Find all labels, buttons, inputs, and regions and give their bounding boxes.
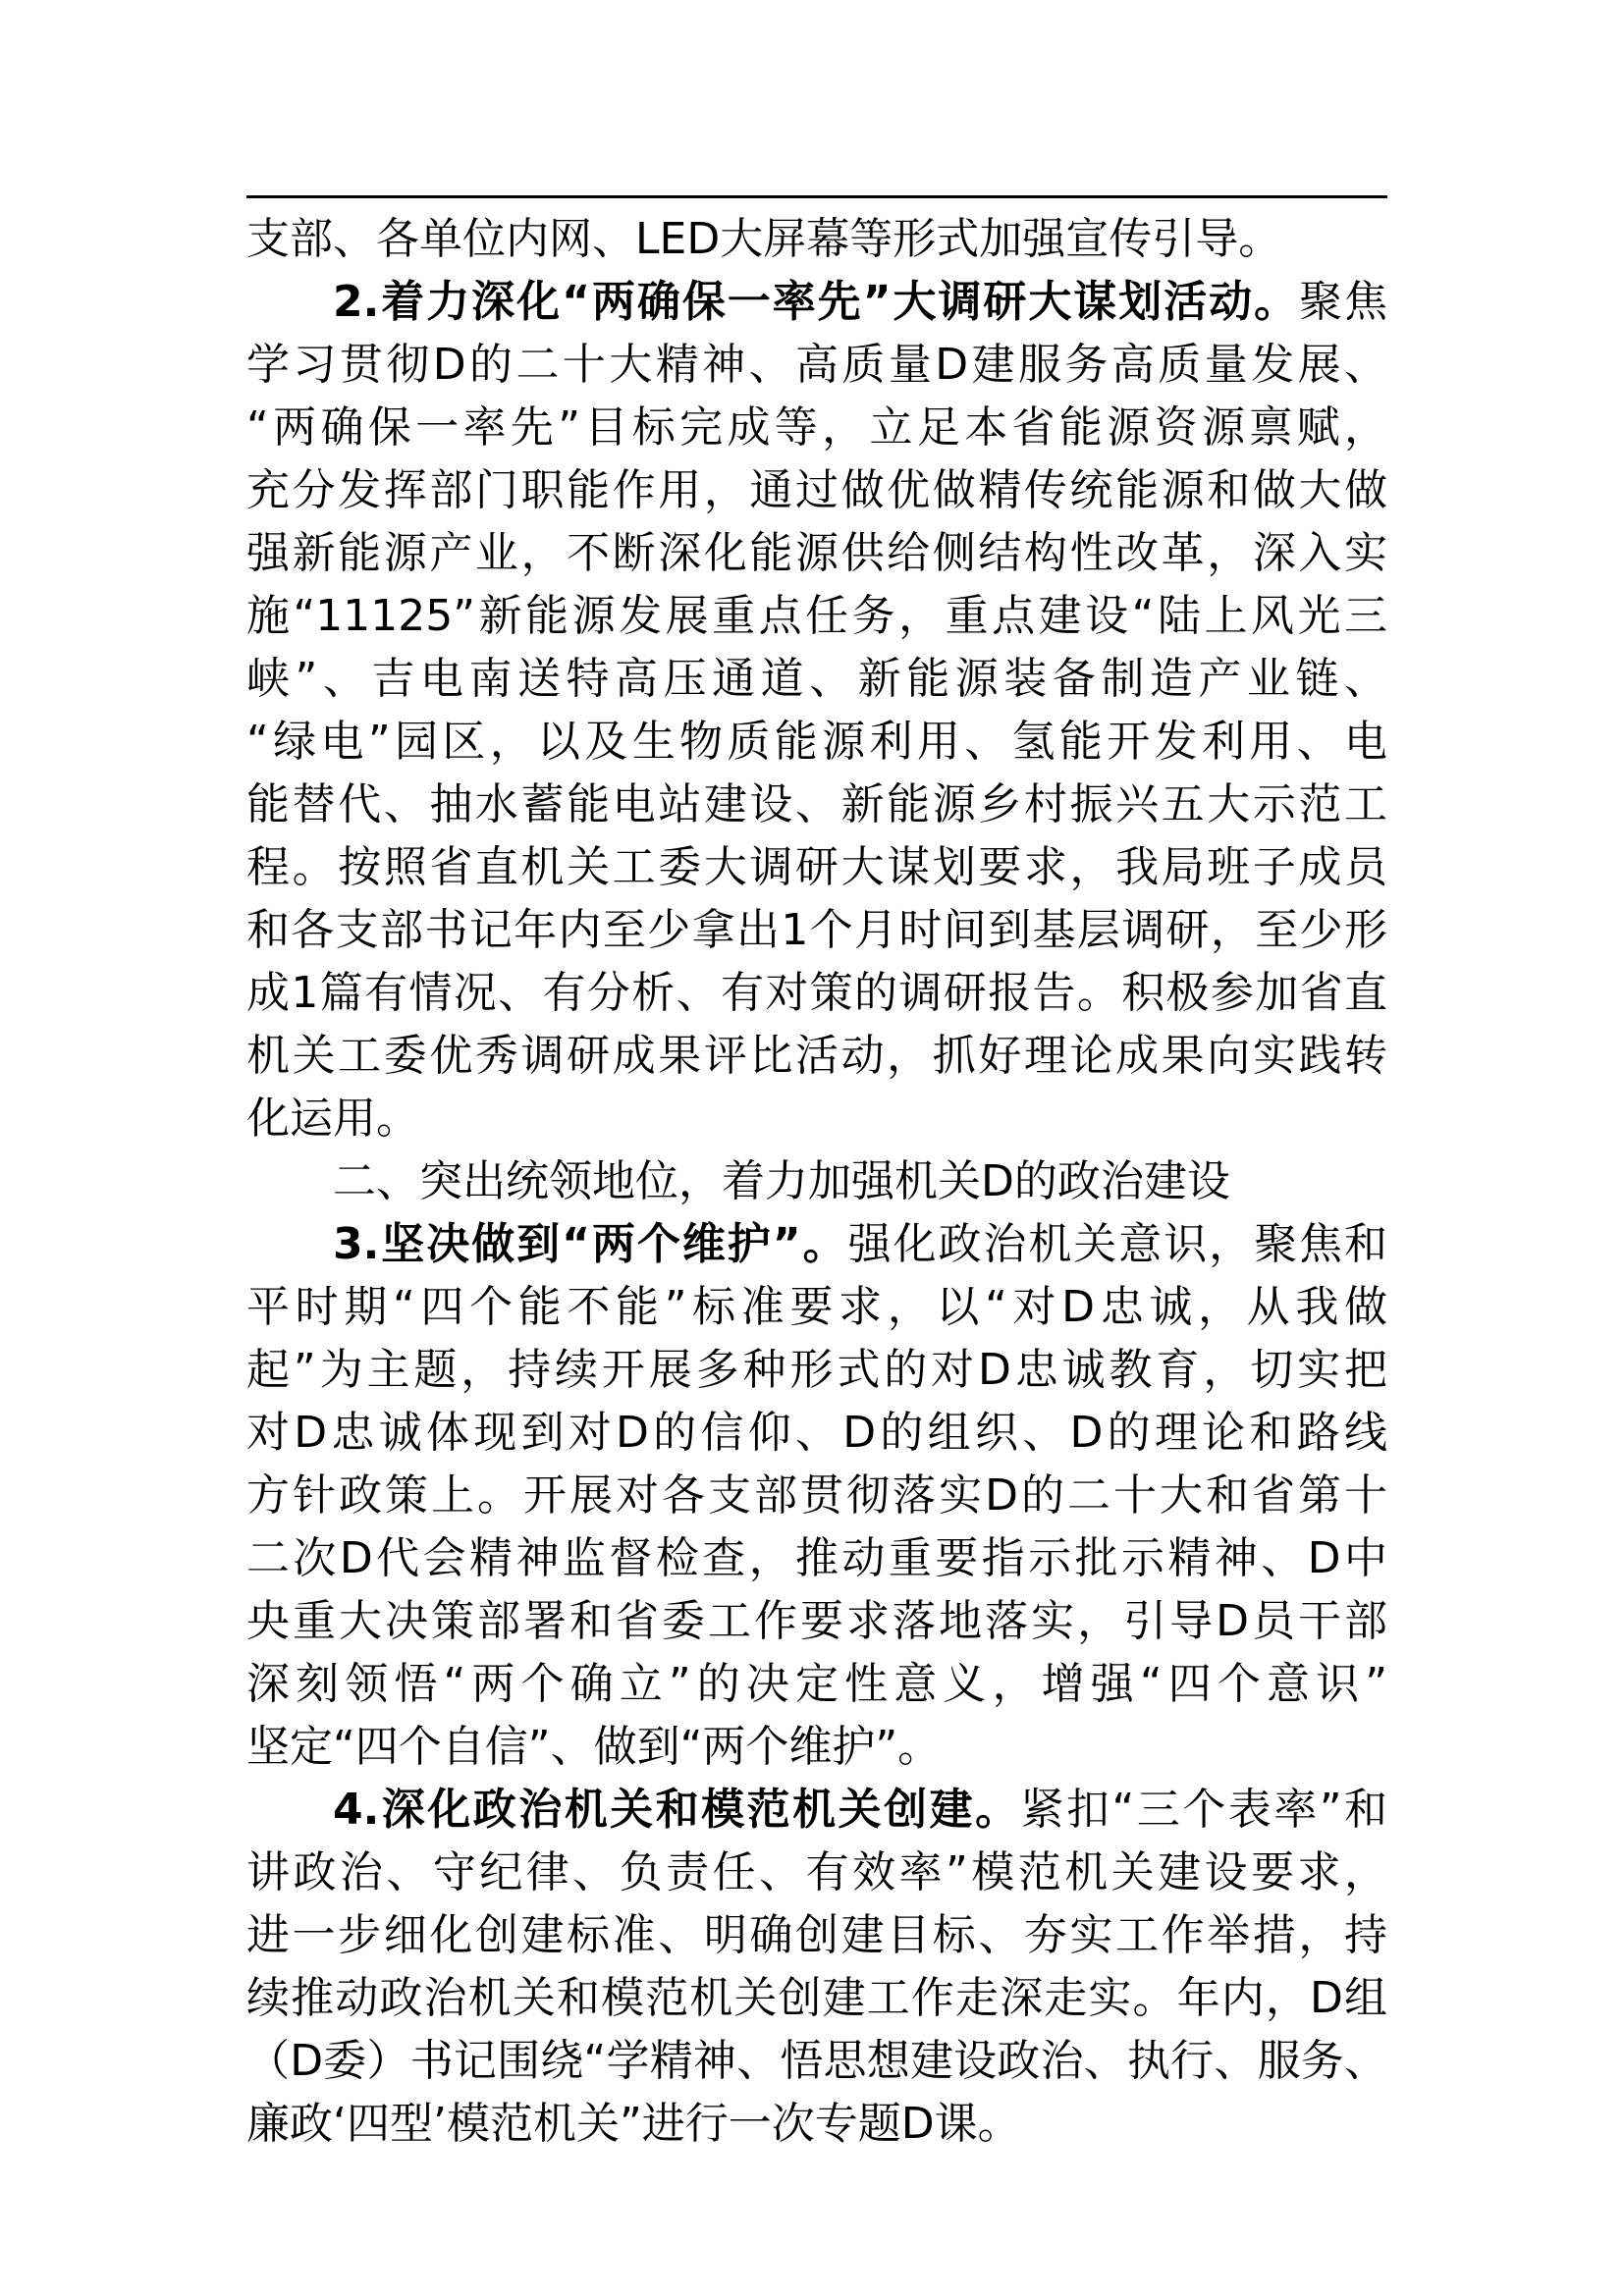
body-text: 讲政治、守纪律、负责任、有效率”模范机关建设要求， xyxy=(246,1847,1387,1897)
bold-heading-text: 3.坚决做到“两个维护”。 xyxy=(333,1219,848,1269)
body-text: 强新能源产业，不断深化能源供给侧结构性改革，深入实 xyxy=(246,528,1387,578)
body-text: 二、突出统领地位，着力加强机关D的政治建设 xyxy=(333,1156,1230,1206)
body-text: “两确保一率先”目标完成等，立足本省能源资源禀赋， xyxy=(246,402,1387,453)
body-text: 紧扣“三个表率”和 xyxy=(1020,1785,1387,1835)
text-line xyxy=(246,208,1387,271)
text-line xyxy=(246,1653,1387,1716)
text-line xyxy=(246,2093,1387,2156)
text-line xyxy=(246,711,1387,774)
text-line xyxy=(246,1527,1387,1590)
text-line xyxy=(246,1339,1387,1402)
text-line xyxy=(246,397,1387,459)
body-text: 廉政‘四型’模范机关”进行一次专题D课。 xyxy=(246,2099,1021,2149)
body-text: 峡”、吉电南送特高压通道、新能源装备制造产业链、 xyxy=(246,654,1387,704)
text-line xyxy=(246,1150,1387,1213)
text-line xyxy=(246,1967,1387,2030)
document-body xyxy=(246,208,1387,2156)
text-line xyxy=(246,522,1387,585)
body-text: 坚定“四个自信”、做到“两个维护”。 xyxy=(246,1722,942,1772)
body-text: 机关工委优秀调研成果评比活动，抓好理论成果向实践转 xyxy=(246,1031,1387,1081)
body-text: 平时期“四个能不能”标准要求，以“对D忠诚，从我做 xyxy=(246,1282,1387,1332)
body-text: 支部、各单位内网、LED大屏幕等形式加强宣传引导。 xyxy=(246,214,1282,264)
text-line xyxy=(246,1088,1387,1150)
body-text: 程。按照省直机关工委大调研大谋划要求，我局班子成员 xyxy=(246,842,1387,892)
text-line xyxy=(246,2030,1387,2093)
body-text: 续推动政治机关和模范机关创建工作走深走实。年内，D组 xyxy=(246,1973,1387,2023)
text-line xyxy=(246,1779,1387,1842)
body-text: 进一步细化创建标准、明确创建目标、夯实工作举措，持 xyxy=(246,1910,1387,1960)
text-line xyxy=(246,459,1387,522)
text-line xyxy=(246,1276,1387,1339)
text-line xyxy=(246,1465,1387,1527)
body-text: 和各支部书记年内至少拿出1个月时间到基层调研，至少形 xyxy=(246,905,1387,955)
body-text: 对D忠诚体现到对D的信仰、D的组织、D的理论和路线 xyxy=(246,1408,1387,1458)
body-text: 学习贯彻D的二十大精神、高质量D建服务高质量发展、 xyxy=(246,340,1387,390)
text-line xyxy=(246,1590,1387,1653)
body-text: “绿电”园区，以及生物质能源利用、氢能开发利用、电 xyxy=(246,717,1387,767)
body-text: 化运用。 xyxy=(246,1094,419,1144)
text-line xyxy=(246,1904,1387,1967)
header-rule xyxy=(246,195,1387,198)
text-line xyxy=(246,271,1387,334)
body-text: （D委）书记围绕“学精神、悟思想建设政治、执行、服务、 xyxy=(246,2036,1387,2086)
text-line xyxy=(246,1213,1387,1276)
text-line xyxy=(246,1716,1387,1779)
text-line xyxy=(246,648,1387,711)
bold-heading-text: 4.深化政治机关和模范机关创建。 xyxy=(333,1785,1021,1835)
body-text: 聚焦 xyxy=(1299,277,1387,327)
body-text: 充分发挥部门职能作用，通过做优做精传统能源和做大做 xyxy=(246,465,1387,515)
body-text: 深刻领悟“两个确立”的决定性意义，增强“四个意识” xyxy=(246,1659,1387,1709)
bold-heading-text: 2.着力深化“两确保一率先”大调研大谋划活动。 xyxy=(333,277,1300,327)
body-text: 二次D代会精神监督检查，推动重要指示批示精神、D中 xyxy=(246,1533,1387,1583)
body-text: 能替代、抽水蓄能电站建设、新能源乡村振兴五大示范工 xyxy=(246,779,1387,829)
text-line xyxy=(246,1025,1387,1088)
text-line xyxy=(246,774,1387,836)
text-line xyxy=(246,962,1387,1025)
body-text: 方针政策上。开展对各支部贯彻落实D的二十大和省第十 xyxy=(246,1470,1387,1521)
body-text: 起”为主题，持续开展多种形式的对D忠诚教育，切实把 xyxy=(246,1345,1387,1395)
body-text: 成1篇有情况、有分析、有对策的调研报告。积极参加省直 xyxy=(246,968,1387,1018)
text-line xyxy=(246,1842,1387,1904)
text-line xyxy=(246,334,1387,397)
text-line xyxy=(246,585,1387,648)
text-line xyxy=(246,836,1387,899)
text-line xyxy=(246,899,1387,962)
body-text: 央重大决策部署和省委工作要求落地落实，引导D员干部 xyxy=(246,1596,1387,1646)
body-text: 施“11125”新能源发展重点任务，重点建设“陆上风光三 xyxy=(246,591,1387,641)
text-line xyxy=(246,1402,1387,1465)
body-text: 强化政治机关意识，聚焦和 xyxy=(847,1219,1388,1269)
